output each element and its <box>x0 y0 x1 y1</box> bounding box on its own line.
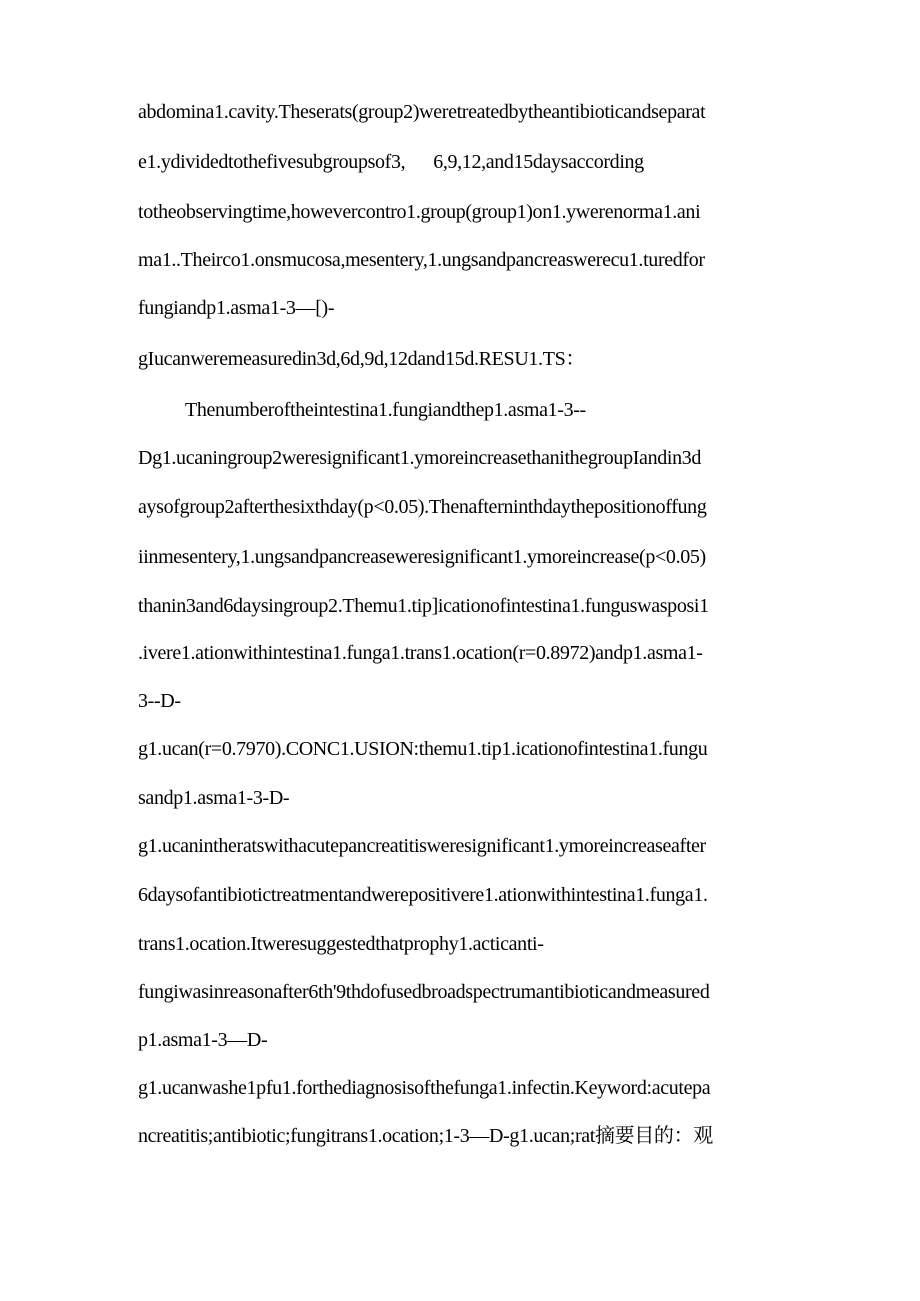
text-line: 6daysofantibiotictreatmentandwerepositivere1.ationwithintestina1.funga1. <box>138 884 708 906</box>
text-line: g1.ucan(r=0.7970).CONC1.USION:themu1.tip1.icationofintestina1.fungu <box>138 738 708 760</box>
text-line: thanin3and6daysingroup2.Themu1.tip]icationofintestina1.funguswasposi1 <box>138 595 709 617</box>
text-line: sandp1.asma1-3-D- <box>138 787 290 809</box>
text-line: ma1..Theirco1.onsmucosa,mesentery,1.ungsandpancreaswerecu1.turedfor <box>138 249 705 271</box>
text-line: abdomina1.cavity.Theserats(group2)weretreatedbytheantibioticandseparat <box>138 101 706 123</box>
text-line: fungiwasinreasonafter6th'9thdofusedbroadspectrumantibioticandmeasured <box>138 981 710 1003</box>
text-line: e1.ydividedtothefivesubgroupsof3, 6,9,12,and15daysaccording <box>138 151 644 173</box>
paragraph-first-line: Thenumberoftheintestina1.fungiandthep1.asma1-3-- <box>185 399 586 421</box>
text-line: Dg1.ucaningroup2weresignificant1.ymoreincreasethanithegroupIandin3d <box>138 447 702 469</box>
text-line: 3--D- <box>138 690 181 712</box>
text-line: p1.asma1-3—D- <box>138 1029 268 1051</box>
text-line: totheobservingtime,howevercontro1.group(group1)on1.ywerenorma1.ani <box>138 201 701 223</box>
text-line: ncreatitis;antibiotic;fungitrans1.ocation;1-3—D-g1.ucan;rat摘要目的：观 <box>138 1125 713 1147</box>
text-line: fungiandp1.asma1-3—[)- <box>138 297 335 319</box>
text-line: gIucanweremeasuredin3d,6d,9d,12dand15d.RESU1.TS： <box>138 348 585 370</box>
text-line: g1.ucanintheratswithacutepancreatitisweresignificant1.ymoreincreaseafter <box>138 835 706 857</box>
text-line: .ivere1.ationwithintestina1.funga1.trans1.ocation(r=0.8972)andp1.asma1- <box>138 642 703 664</box>
text-line: trans1.ocation.Itweresuggestedthatprophy1.acticanti- <box>138 933 544 955</box>
text-line: aysofgroup2afterthesixthday(p<0.05).Thenafterninthdaythepositionoffung <box>138 496 707 518</box>
text-line: g1.ucanwashe1pfu1.forthediagnosisofthefunga1.infectin.Keyword:acutepa <box>138 1077 711 1099</box>
text-line: iinmesentery,1.ungsandpancreaseweresignificant1.ymoreincrease(p<0.05) <box>138 546 706 568</box>
